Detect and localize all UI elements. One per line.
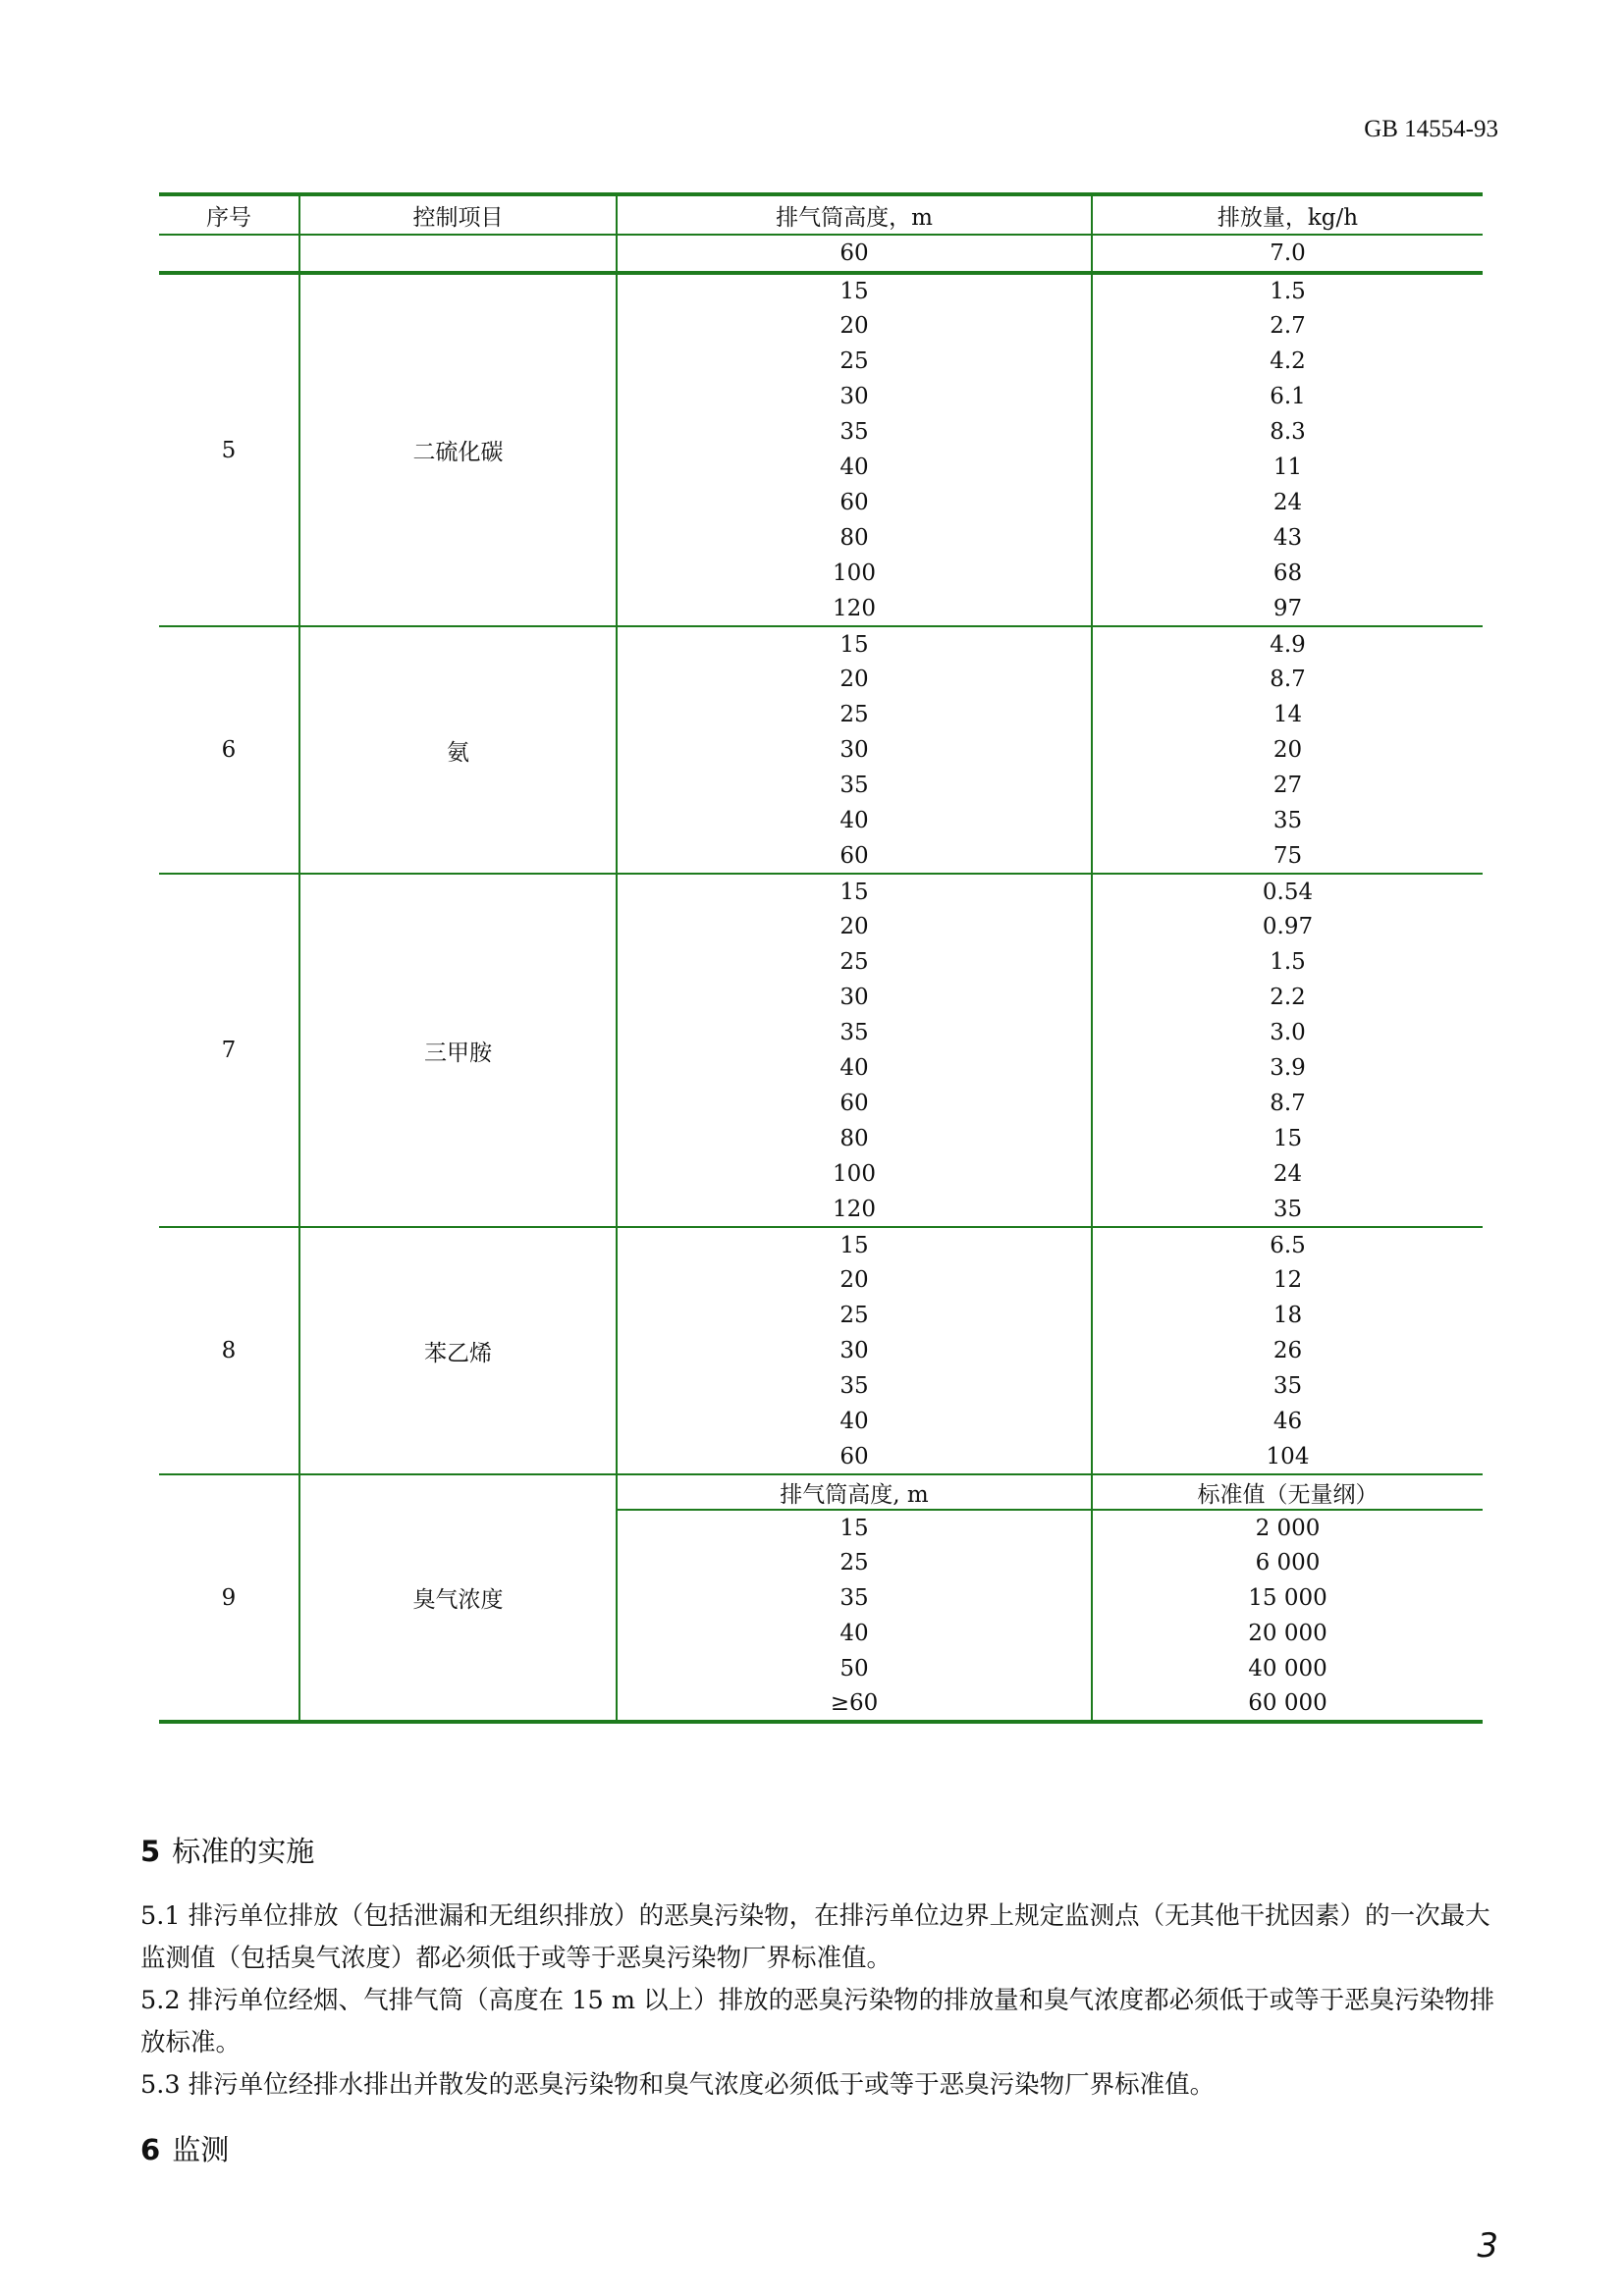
table-cell: 1.5 bbox=[1270, 949, 1306, 975]
table-body bbox=[159, 235, 1483, 1722]
table-cell: 35 bbox=[1272, 1373, 1303, 1399]
table-cell: 60 bbox=[617, 485, 1092, 520]
table-cell: 25 bbox=[617, 944, 1092, 980]
section-5-heading bbox=[140, 1830, 314, 1870]
table-cell: 6 000 bbox=[1255, 1550, 1321, 1575]
table-cell: 15 bbox=[617, 1510, 1092, 1545]
table-cell bbox=[159, 235, 299, 273]
table-row bbox=[159, 1227, 1483, 1262]
column-header-no: 序号 bbox=[159, 194, 299, 235]
table-cell: 26 bbox=[1272, 1338, 1303, 1363]
table-cell: 40 bbox=[617, 450, 1092, 485]
table-header-row bbox=[159, 194, 1483, 235]
page-number: 3 bbox=[1477, 2226, 1498, 2266]
table-cell bbox=[299, 235, 617, 273]
table-cell: 7 bbox=[159, 874, 299, 1227]
table-cell: 40 bbox=[617, 1616, 1092, 1651]
table-cell: ≥60 bbox=[617, 1686, 1092, 1722]
table-cell: 3.9 bbox=[1270, 1055, 1306, 1081]
table-cell: 苯乙烯 bbox=[299, 1227, 617, 1474]
table-cell: 35 bbox=[617, 768, 1092, 803]
column-header-item: 控制项目 bbox=[299, 194, 617, 235]
table-cell: 20 bbox=[617, 1262, 1092, 1298]
table-cell: 6 bbox=[159, 626, 299, 874]
table-cell: 30 bbox=[617, 1333, 1092, 1368]
table-cell: 2.7 bbox=[1270, 313, 1306, 339]
table-cell: 0.54 bbox=[1092, 874, 1483, 909]
table-cell: 80 bbox=[617, 520, 1092, 556]
table-cell: 15 000 bbox=[1248, 1585, 1327, 1611]
table-cell: 8.7 bbox=[1270, 1091, 1306, 1116]
table-cell: 35 bbox=[617, 1368, 1092, 1404]
table-cell: 臭气浓度 bbox=[299, 1474, 617, 1722]
table-cell: 60 000 bbox=[1092, 1686, 1483, 1722]
table-cell: 80 bbox=[617, 1121, 1092, 1156]
paragraph-5-2: 5.2 排污单位经烟、气排气筒（高度在 15 m 以上）排放的恶臭污染物的排放量和臭气浓度都必须低于或等于恶臭污染物排放标准。 bbox=[140, 1986, 1495, 2057]
table-cell: 30 bbox=[617, 980, 1092, 1015]
table-row bbox=[159, 626, 1483, 662]
table-cell: 三甲胺 bbox=[299, 874, 617, 1227]
table-cell: 3.0 bbox=[1270, 1020, 1306, 1045]
table-cell: 4.9 bbox=[1092, 626, 1483, 662]
table-cell: 标准值（无量纲） bbox=[1092, 1474, 1483, 1510]
table-cell: 40 bbox=[617, 1050, 1092, 1086]
table-cell: 11 bbox=[1272, 454, 1303, 480]
table-cell: 24 bbox=[1272, 490, 1303, 515]
table-cell: 30 bbox=[617, 379, 1092, 414]
table-cell: 43 bbox=[1272, 525, 1303, 551]
table-cell: 100 bbox=[617, 556, 1092, 591]
table-cell: 27 bbox=[1272, 773, 1303, 798]
column-header-amount: 排放量，kg/h bbox=[1092, 194, 1483, 235]
table-cell: 氨 bbox=[299, 626, 617, 874]
table-cell: 35 bbox=[617, 1580, 1092, 1616]
section-number: 5 bbox=[140, 1835, 161, 1868]
section-title: 标准的实施 bbox=[172, 1835, 315, 1868]
table-cell: 40 000 bbox=[1248, 1656, 1327, 1682]
table-cell: 4.2 bbox=[1270, 348, 1306, 374]
section-number: 6 bbox=[140, 2133, 161, 2166]
table-cell: 50 bbox=[617, 1651, 1092, 1686]
table-cell: 120 bbox=[617, 1192, 1092, 1227]
column-header-height: 排气筒高度，m bbox=[617, 194, 1092, 235]
section-6-heading bbox=[140, 2128, 229, 2168]
table-row bbox=[159, 874, 1483, 909]
table-cell: 0.97 bbox=[1262, 914, 1314, 939]
table-cell: 25 bbox=[617, 1545, 1092, 1580]
table-cell: 25 bbox=[617, 697, 1092, 732]
table-cell: 40 bbox=[617, 1404, 1092, 1439]
table-cell: 6.5 bbox=[1092, 1227, 1483, 1262]
table-cell: 8.3 bbox=[1270, 419, 1306, 445]
table-cell: 35 bbox=[1272, 808, 1303, 833]
document-code: GB 14554-93 bbox=[1364, 116, 1498, 142]
table-cell: 9 bbox=[159, 1474, 299, 1722]
table-cell: 15 bbox=[617, 273, 1092, 308]
table-cell: 60 bbox=[617, 1439, 1092, 1474]
table-cell: 7.0 bbox=[1092, 235, 1483, 273]
table-cell: 2.2 bbox=[1270, 985, 1306, 1010]
table-cell: 二硫化碳 bbox=[299, 273, 617, 626]
table-cell: 120 bbox=[617, 591, 1092, 626]
section-title: 监测 bbox=[172, 2133, 230, 2166]
table-cell: 40 bbox=[617, 803, 1092, 838]
table-cell: 15 bbox=[617, 874, 1092, 909]
table-cell: 18 bbox=[1272, 1303, 1303, 1328]
table-row bbox=[159, 273, 1483, 308]
table-cell: 35 bbox=[617, 414, 1092, 450]
table-cell: 15 bbox=[617, 626, 1092, 662]
table-cell: 75 bbox=[1272, 842, 1303, 869]
table-cell: 排气筒高度, m bbox=[617, 1474, 1092, 1510]
table-cell: 100 bbox=[617, 1156, 1092, 1192]
table-cell: 60 bbox=[617, 838, 1092, 874]
table-cell: 60 bbox=[617, 235, 1092, 273]
table-cell: 30 bbox=[617, 732, 1092, 768]
table-cell: 14 bbox=[1272, 702, 1303, 727]
table-cell: 2 000 bbox=[1255, 1515, 1321, 1541]
table-cell: 24 bbox=[1272, 1161, 1303, 1187]
table-cell: 60 bbox=[617, 1086, 1092, 1121]
table-cell: 35 bbox=[617, 1015, 1092, 1050]
table-cell: 20 bbox=[1272, 737, 1303, 763]
table-row bbox=[159, 1474, 1483, 1510]
table-cell: 5 bbox=[159, 273, 299, 626]
table-cell: 46 bbox=[1272, 1409, 1303, 1434]
table-cell: 20 bbox=[617, 308, 1092, 344]
table-cell: 25 bbox=[617, 1298, 1092, 1333]
table-cell: 8.7 bbox=[1270, 667, 1306, 692]
table-cell: 15 bbox=[617, 1227, 1092, 1262]
table-cell: 6.1 bbox=[1270, 384, 1306, 409]
table-cell: 35 bbox=[1272, 1196, 1303, 1222]
paragraph-5-1: 5.1 排污单位排放（包括泄漏和无组织排放）的恶臭污染物，在排污单位边界上规定监测点（无其他干扰因素）的一次最大监测值（包括臭气浓度）都必须低于或等于恶臭污染物厂界标准值。 bbox=[140, 1901, 1490, 1973]
table-cell: 12 bbox=[1272, 1267, 1303, 1293]
table-cell: 8 bbox=[159, 1227, 299, 1474]
emission-standards-table bbox=[159, 192, 1483, 1724]
table-cell: 20 000 bbox=[1248, 1621, 1327, 1646]
table-cell: 68 bbox=[1272, 561, 1303, 586]
table-cell: 20 bbox=[617, 662, 1092, 697]
paragraph-5-3: 5.3 排污单位经排水排出并散发的恶臭污染物和臭气浓度必须低于或等于恶臭污染物厂界标准值。 bbox=[140, 2070, 1216, 2100]
table-cell: 1.5 bbox=[1270, 279, 1306, 304]
table-row bbox=[159, 235, 1483, 273]
table-cell: 20 bbox=[617, 909, 1092, 944]
table-cell: 15 bbox=[1272, 1126, 1303, 1151]
table-cell: 25 bbox=[617, 344, 1092, 379]
table-cell: 104 bbox=[1266, 1443, 1310, 1469]
table-cell: 97 bbox=[1272, 595, 1303, 621]
